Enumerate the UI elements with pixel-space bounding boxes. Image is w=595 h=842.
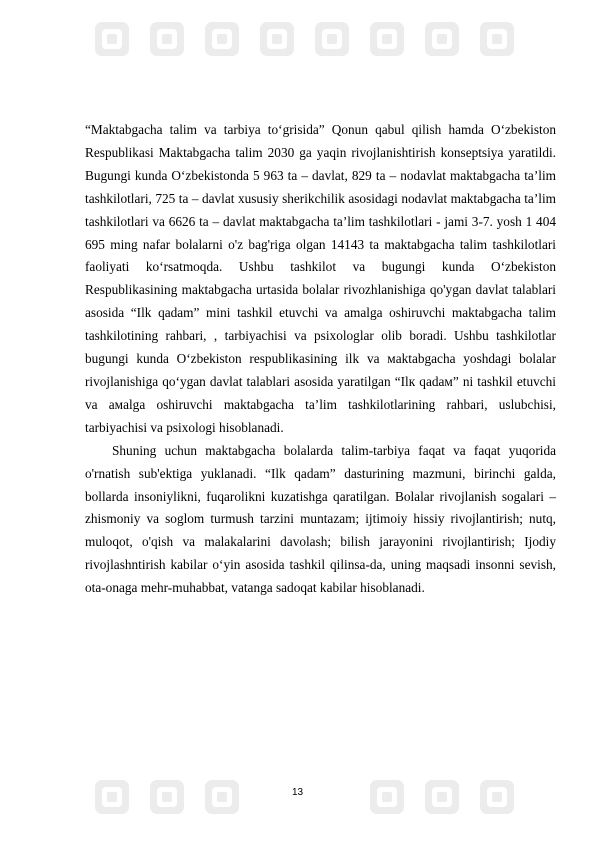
- paragraph: “Maktabgacha talim va tarbiya to‘grisida” Qonun qabul qilish hamda O‘zbekiston Respublikasi Maktabgacha talim 2030 ga yaqin rivojlanishtirish konseptsiya yaratildi. Bugungi kunda O‘zbekistonda 5 963 ta – davlat, 829 ta – nodavlat maktabgacha ta’lim tashkilotlari, 725 ta – davlat xususiy sherikchilik asosidagi nodavlat maktabgacha ta’lim tashkilotlari va 6626 ta – davlat maktabgacha ta’lim tashkilotlari - jami 3-7. yosh 1 404 695 ming nafar bolalarni o'z bag'riga olgan 14143 ta maktabgacha talim tashkilotlari faoliyati ko‘rsatmoqda. Ushbu tashkilot va bugungi kunda O‘zbekiston Respublikasining maktabgacha urtasida bolalar rivozhlanishiga qo'ygan davlat talablari asosida “Ilk qadam” mini tashkil etuvchi va amalga oshiruvchi maktabgacha talim tashkilotining rahbari, , tarbiyachisi va psixologlar olib boradi. Ushbu tashkilotlar bugungi kunda O‘zbekiston respublikasining ilk va мaktabgacha yoshdagi bolalar rivojlanishiga qo‘ygan davlat talablari asosida yaratilgan “Ilк qadaм” ni tashkil etuvchi va aмalga oshiruvchi maktabgacha ta’lim tashkilotlarining rahbari, uslubchisi, tarbiyachisi va psixologi hisoblanadi.: [85, 122, 556, 435]
- document-body: [85, 119, 556, 600]
- paragraph: Shuning uchun maktabgacha bolalarda talim-tarbiya faqat va faqat yuqorida o'rnatish sub'ektiga yuklanadi. “Ilk qadam” dasturining mazmuni, birinchi galda, bollarda insoniylikni, fuqarolikni kuzatishga qaratilgan. Bolalar rivojlanish sogalari – zhismoniy va soglom turmush tarzini muntazam; ijtimoiy hissiy rivojlantirish; nutq, muloqot, o'qish va malakalarini davolash; bilish jarayonini rivojlantirish; Ijodiy rivojlashntirish kabilar o‘yin asosida tashkil qilinsa-da, uning maqsadi insonni sevish, ota-onaga mehr-muhabbat, vatanga sadoqat kabilar hisoblanadi.: [85, 442, 556, 596]
- page-number: 13: [291, 787, 304, 798]
